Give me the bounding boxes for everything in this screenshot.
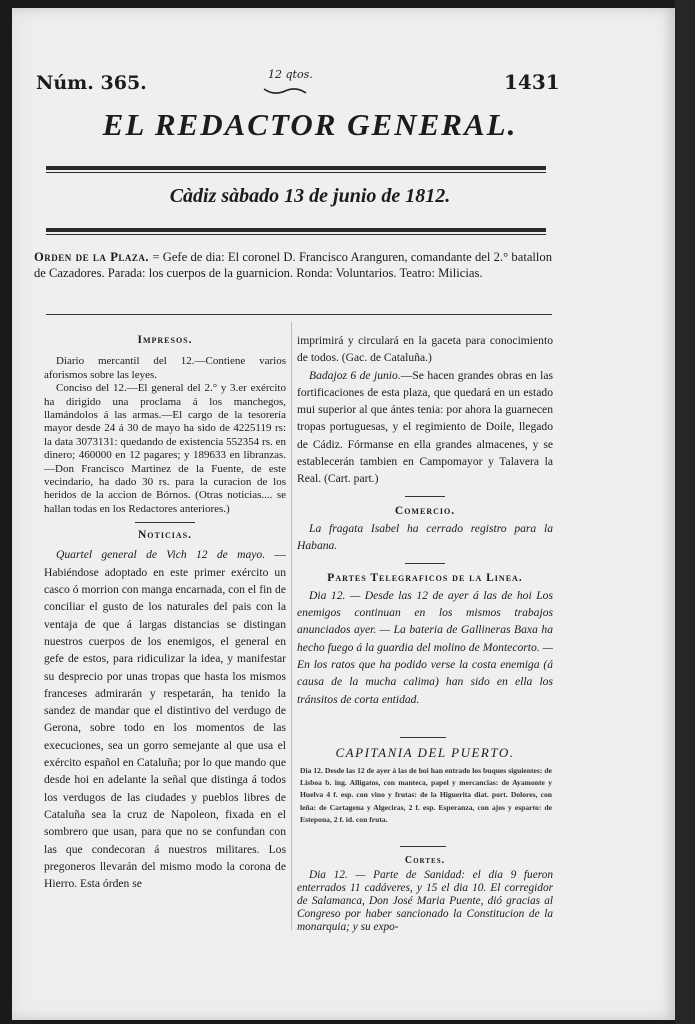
column-divider (291, 322, 292, 930)
impresos-paragraph-1: Diario mercantil del 12.—Contiene varios aforismos sobre las leyes. (44, 355, 286, 381)
newspaper-title: EL REDACTOR GENERAL. (102, 107, 518, 142)
title-rule (46, 166, 546, 170)
badajoz-paragraph (297, 367, 553, 488)
gaceta-continuation: imprimirá y circulará en la gaceta para conocimiento de todos. (Gac. de Cataluña.) (297, 334, 553, 365)
price-note: 12 qtos. (268, 68, 313, 81)
right-column (297, 332, 553, 708)
section-rule (46, 314, 552, 315)
orden-text: = Gefe de dia: El coronel D. Francisco Aranguren, comandante del 2.° batallon de Cazadores. Parada: los cuerpos de la guarnicion. Ronda: Voluntarios. Teatro: Milicias. (34, 250, 552, 280)
issue-number: Núm. 365. (36, 72, 147, 94)
noticias-text: — Habiéndose adoptado en este primer exército un casco ó morrion con manga encarnada, con el fin de conciliar el gusto de los naturales del pais con la ventaja de que á largas distancias se distingan nuestros cuerpos de los enemigos, el general en gefe de estos, para ridiculizar la idea, y manifestar su desprecio por unas tropas que hasta los mismos franceses admirarán y respetarán, ha tenido la sandez de mandar que el distintivo del verdugo de Gerona, sobre todo en los momentos de las execuciones, sea un gorro semejante al que usa el exército español en Cataluña; por lo que mando que desde hoi en adelante la señal que distinga á todos los verdugos de las ciudades y pueblos libres de Cataluña sea la cruz de Napoleon, fixada en el sombrero que usan, para que no se confundan con las que condecoran á nuestros militares. Los pregoneros llevarán del mismo modo la corona de Hierro. Esta órden se (44, 548, 286, 891)
cortes-text: Dia 12. — Parte de Sanidad: el dia 9 fueron enterrados 11 cadáveres, y 15 el dia 10. El corregidor de Salamanca, Don José Maria Puente, dió gracias al Congreso por haber sancionado la Constitucion de la monarquia; y su expo- (297, 869, 553, 934)
date-rule-thin (46, 234, 546, 235)
short-rule (400, 846, 446, 847)
flourish-ornament (262, 84, 308, 100)
partes-heading: Partes Telegraficos de la Linea. (327, 571, 523, 584)
orden-de-la-plaza (34, 249, 552, 281)
date-rule (46, 228, 546, 232)
noticias-lead: Quartel general de Vich 12 de mayo. (56, 548, 266, 562)
short-rule (405, 496, 445, 497)
badajoz-lead: Badajoz 6 de junio. (309, 368, 401, 382)
capitania-text: Dia 12. Desde las 12 de ayer á las de hoi han entrado los buques siguientes: de Lisboa b. ing. Alligatos, con manteca, papel y mercancias: de Ayamonte y Huelva 4 f. esp. con vino y frutas: de la Higuerita diat. port. Dolores, con leña: de Cartagena y Algeciras, 2 f. esp. Esperanza, con ajos y esparto: de Estepona, 2 f. id. con fruta. (300, 766, 552, 824)
comercio-text: La fragata Isabel ha cerrado registro para la Habana. (297, 521, 553, 553)
short-rule (405, 563, 445, 564)
orden-label: Orden de la Plaza. (34, 250, 150, 264)
badajoz-text: —Se hacen grandes obras en las fortificaciones de esta plaza, que quedará en un estado mui superior al que ántes tenia: por ahora la guarnecen tropas portuguesas, y el regimiento de Doile, llegado de Cádiz. Fórmanse en ella grandes almacenes, y se establecerán tambien en Campomayor y Talavera la Real. (Cart. part.) (297, 368, 553, 486)
impresos-heading: Impresos. (137, 334, 193, 346)
cortes-heading: Cortes. (404, 855, 446, 866)
left-column (44, 332, 286, 892)
impresos-paragraph-2: Conciso del 12.—El general del 2.° y 3.er exército ha dirigido una proclama á los manchegos, llamándolos á las armas.—El cargo de la tesorería mayor desde 24 á 30 de mayo ha sido de 4225119 rs: la data 3073131: quedando de existencia 552354 rs. en dinero; 460000 en 12 pagares; y 189633 en libranzas.—Don Francisco Martinez de la Fuente, de este vecindario, ha dado 30 rs. para la curacion de los heridos de la accion de Bórnos. (Otras noticias.... se hallan todas en los Redactores anteriores.) (44, 382, 286, 515)
short-rule (400, 737, 446, 738)
title-rule-thin (46, 172, 546, 173)
noticias-heading: Noticias. (138, 529, 192, 542)
capitania-heading: CAPITANIA DEL PUERTO. (335, 745, 515, 760)
cortes-section (297, 852, 553, 934)
short-rule (135, 522, 195, 523)
comercio-heading: Comercio. (394, 504, 456, 517)
page-number: 1431 (504, 70, 560, 94)
dateline: Càdiz sàbado 13 de junio de 1812. (169, 185, 451, 207)
noticias-body (44, 546, 286, 892)
scan-edge (675, 0, 695, 1024)
partes-text: Dia 12. — Desde las 12 de ayer á las de hoi Los enemigos continuan en los mismos trabajos anunciados ayer. — La bateria de Gallineras Baxa ha hecho fuego á la guardia del molino de Montecorto. — En los ratos que ha podido verse la costa enemiga (á causa de la mucha calima) han sido en ella los tránsitos de corta entidad. (297, 588, 553, 706)
